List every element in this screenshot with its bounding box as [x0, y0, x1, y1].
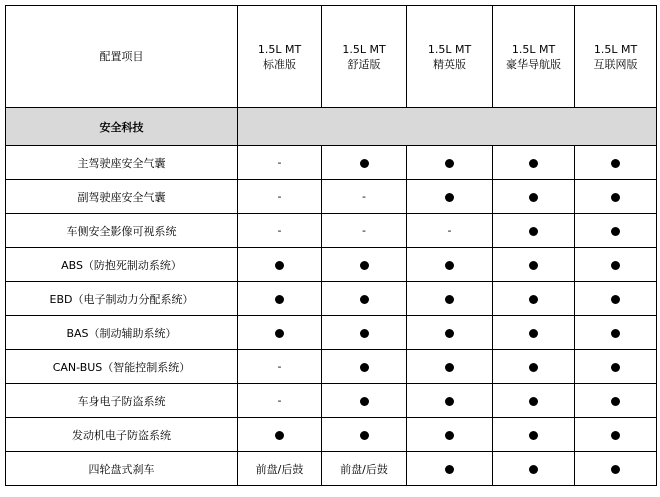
feature-value-cell: [575, 146, 657, 180]
header-trim-5: [575, 6, 657, 108]
standard-equipment-dot-icon: [445, 295, 454, 304]
feature-value-cell: [238, 248, 322, 282]
feature-value-cell: [238, 384, 322, 418]
feature-value-cell: [407, 316, 493, 350]
feature-value-cell: [407, 248, 493, 282]
trim-engine: 1.5L MT: [593, 42, 638, 56]
standard-equipment-dot-icon: [360, 261, 369, 270]
standard-equipment-dot-icon: [529, 295, 538, 304]
trim-name: 精英版: [433, 57, 466, 71]
standard-equipment-dot-icon: [611, 295, 620, 304]
feature-value-cell: [575, 282, 657, 316]
table-row: [6, 350, 657, 384]
feature-value-cell: [493, 418, 575, 452]
standard-equipment-dot-icon: [611, 431, 620, 440]
table-row: [6, 146, 657, 180]
feature-name: 主驾驶座安全气囊: [6, 146, 238, 180]
section-title: 安全科技: [6, 108, 238, 146]
section-filler: [238, 108, 657, 146]
feature-value-cell: [238, 350, 322, 384]
table-row: [6, 418, 657, 452]
standard-equipment-dot-icon: [445, 431, 454, 440]
standard-equipment-dot-icon: [611, 363, 620, 372]
feature-name: 副驾驶座安全气囊: [6, 180, 238, 214]
standard-equipment-dot-icon: [529, 159, 538, 168]
trim-engine: 1.5L MT: [511, 42, 556, 56]
feature-value-cell: [238, 316, 322, 350]
feature-value: -: [277, 394, 282, 407]
standard-equipment-dot-icon: [445, 363, 454, 372]
feature-value-cell: [575, 316, 657, 350]
table-row: [6, 384, 657, 418]
standard-equipment-dot-icon: [529, 227, 538, 236]
feature-value: -: [277, 224, 282, 237]
standard-equipment-dot-icon: [529, 431, 538, 440]
table-row: [6, 282, 657, 316]
standard-equipment-dot-icon: [611, 227, 620, 236]
feature-value: -: [277, 156, 282, 169]
table-row: [6, 248, 657, 282]
trim-name: 互联网版: [593, 57, 638, 71]
standard-equipment-dot-icon: [529, 465, 538, 474]
standard-equipment-dot-icon: [529, 193, 538, 202]
feature-value-cell: [407, 180, 493, 214]
feature-value-cell: [238, 452, 322, 486]
feature-value: -: [447, 224, 452, 237]
table-row: [6, 316, 657, 350]
feature-value-cell: [407, 418, 493, 452]
feature-value-cell: [493, 452, 575, 486]
header-trim-3: [407, 6, 493, 108]
header-config-label: 配置项目: [6, 6, 238, 108]
standard-equipment-dot-icon: [611, 159, 620, 168]
feature-name: 四轮盘式刹车: [6, 452, 238, 486]
feature-value-cell: [493, 180, 575, 214]
feature-value: 前盘/后鼓: [340, 462, 388, 476]
standard-equipment-dot-icon: [445, 397, 454, 406]
feature-value-cell: [322, 282, 407, 316]
standard-equipment-dot-icon: [529, 261, 538, 270]
feature-value: -: [277, 190, 282, 203]
feature-value-cell: [493, 248, 575, 282]
feature-value: 前盘/后鼓: [255, 462, 304, 476]
feature-value-cell: [575, 418, 657, 452]
feature-value: -: [362, 224, 366, 237]
feature-value-cell: [575, 350, 657, 384]
standard-equipment-dot-icon: [360, 329, 369, 338]
standard-equipment-dot-icon: [529, 363, 538, 372]
feature-value-cell: [238, 146, 322, 180]
standard-equipment-dot-icon: [360, 295, 369, 304]
feature-value-cell: [322, 180, 407, 214]
standard-equipment-dot-icon: [445, 329, 454, 338]
header-trim-2: [322, 6, 407, 108]
feature-value-cell: [322, 248, 407, 282]
feature-name: CAN-BUS（智能控制系统）: [6, 350, 238, 384]
feature-value-cell: [322, 146, 407, 180]
header-trim-1: [238, 6, 322, 108]
standard-equipment-dot-icon: [275, 431, 284, 440]
feature-name: BAS（制动辅助系统）: [6, 316, 238, 350]
table-body: [6, 108, 657, 486]
standard-equipment-dot-icon: [445, 261, 454, 270]
trim-engine: 1.5L MT: [427, 42, 472, 56]
feature-value-cell: [493, 146, 575, 180]
feature-name: EBD（电子制动力分配系统）: [6, 282, 238, 316]
feature-value-cell: [238, 180, 322, 214]
trim-name: 标准版: [263, 57, 296, 71]
standard-equipment-dot-icon: [360, 363, 369, 372]
trim-name: 舒适版: [347, 57, 381, 71]
standard-equipment-dot-icon: [611, 397, 620, 406]
configuration-table: [5, 5, 657, 486]
feature-value-cell: [322, 214, 407, 248]
feature-value-cell: [322, 316, 407, 350]
feature-value-cell: [238, 418, 322, 452]
feature-name: 发动机电子防盗系统: [6, 418, 238, 452]
feature-name: ABS（防抱死制动系统）: [6, 248, 238, 282]
standard-equipment-dot-icon: [445, 159, 454, 168]
trim-engine: 1.5L MT: [257, 42, 302, 56]
feature-value-cell: [493, 282, 575, 316]
feature-value-cell: [407, 384, 493, 418]
table-row: [6, 214, 657, 248]
feature-value-cell: [407, 452, 493, 486]
feature-value-cell: [493, 384, 575, 418]
standard-equipment-dot-icon: [529, 329, 538, 338]
feature-value-cell: [407, 282, 493, 316]
feature-value-cell: [493, 214, 575, 248]
trim-engine: 1.5L MT: [342, 42, 386, 56]
feature-value-cell: [407, 214, 493, 248]
standard-equipment-dot-icon: [275, 329, 284, 338]
standard-equipment-dot-icon: [360, 397, 369, 406]
table-header-row: [6, 6, 657, 108]
feature-value-cell: [238, 282, 322, 316]
feature-value: -: [362, 190, 366, 203]
feature-value-cell: [493, 350, 575, 384]
standard-equipment-dot-icon: [275, 261, 284, 270]
feature-name: 车侧安全影像可视系统: [6, 214, 238, 248]
standard-equipment-dot-icon: [611, 261, 620, 270]
feature-value-cell: [407, 146, 493, 180]
feature-value-cell: [575, 452, 657, 486]
header-trim-4: [493, 6, 575, 108]
standard-equipment-dot-icon: [360, 159, 369, 168]
standard-equipment-dot-icon: [611, 465, 620, 474]
section-row: [6, 108, 657, 146]
feature-value-cell: [575, 248, 657, 282]
feature-value-cell: [322, 350, 407, 384]
feature-value: -: [277, 360, 282, 373]
table-row: [6, 452, 657, 486]
standard-equipment-dot-icon: [275, 295, 284, 304]
standard-equipment-dot-icon: [529, 397, 538, 406]
feature-value-cell: [575, 180, 657, 214]
feature-value-cell: [493, 316, 575, 350]
feature-value-cell: [322, 418, 407, 452]
standard-equipment-dot-icon: [360, 431, 369, 440]
standard-equipment-dot-icon: [611, 329, 620, 338]
feature-value-cell: [322, 384, 407, 418]
feature-value-cell: [575, 384, 657, 418]
standard-equipment-dot-icon: [445, 193, 454, 202]
table-row: [6, 180, 657, 214]
feature-value-cell: [238, 214, 322, 248]
feature-value-cell: [407, 350, 493, 384]
standard-equipment-dot-icon: [611, 193, 620, 202]
feature-name: 车身电子防盗系统: [6, 384, 238, 418]
feature-value-cell: [575, 214, 657, 248]
trim-name: 豪华导航版: [506, 57, 561, 71]
feature-value-cell: [322, 452, 407, 486]
standard-equipment-dot-icon: [445, 465, 454, 474]
